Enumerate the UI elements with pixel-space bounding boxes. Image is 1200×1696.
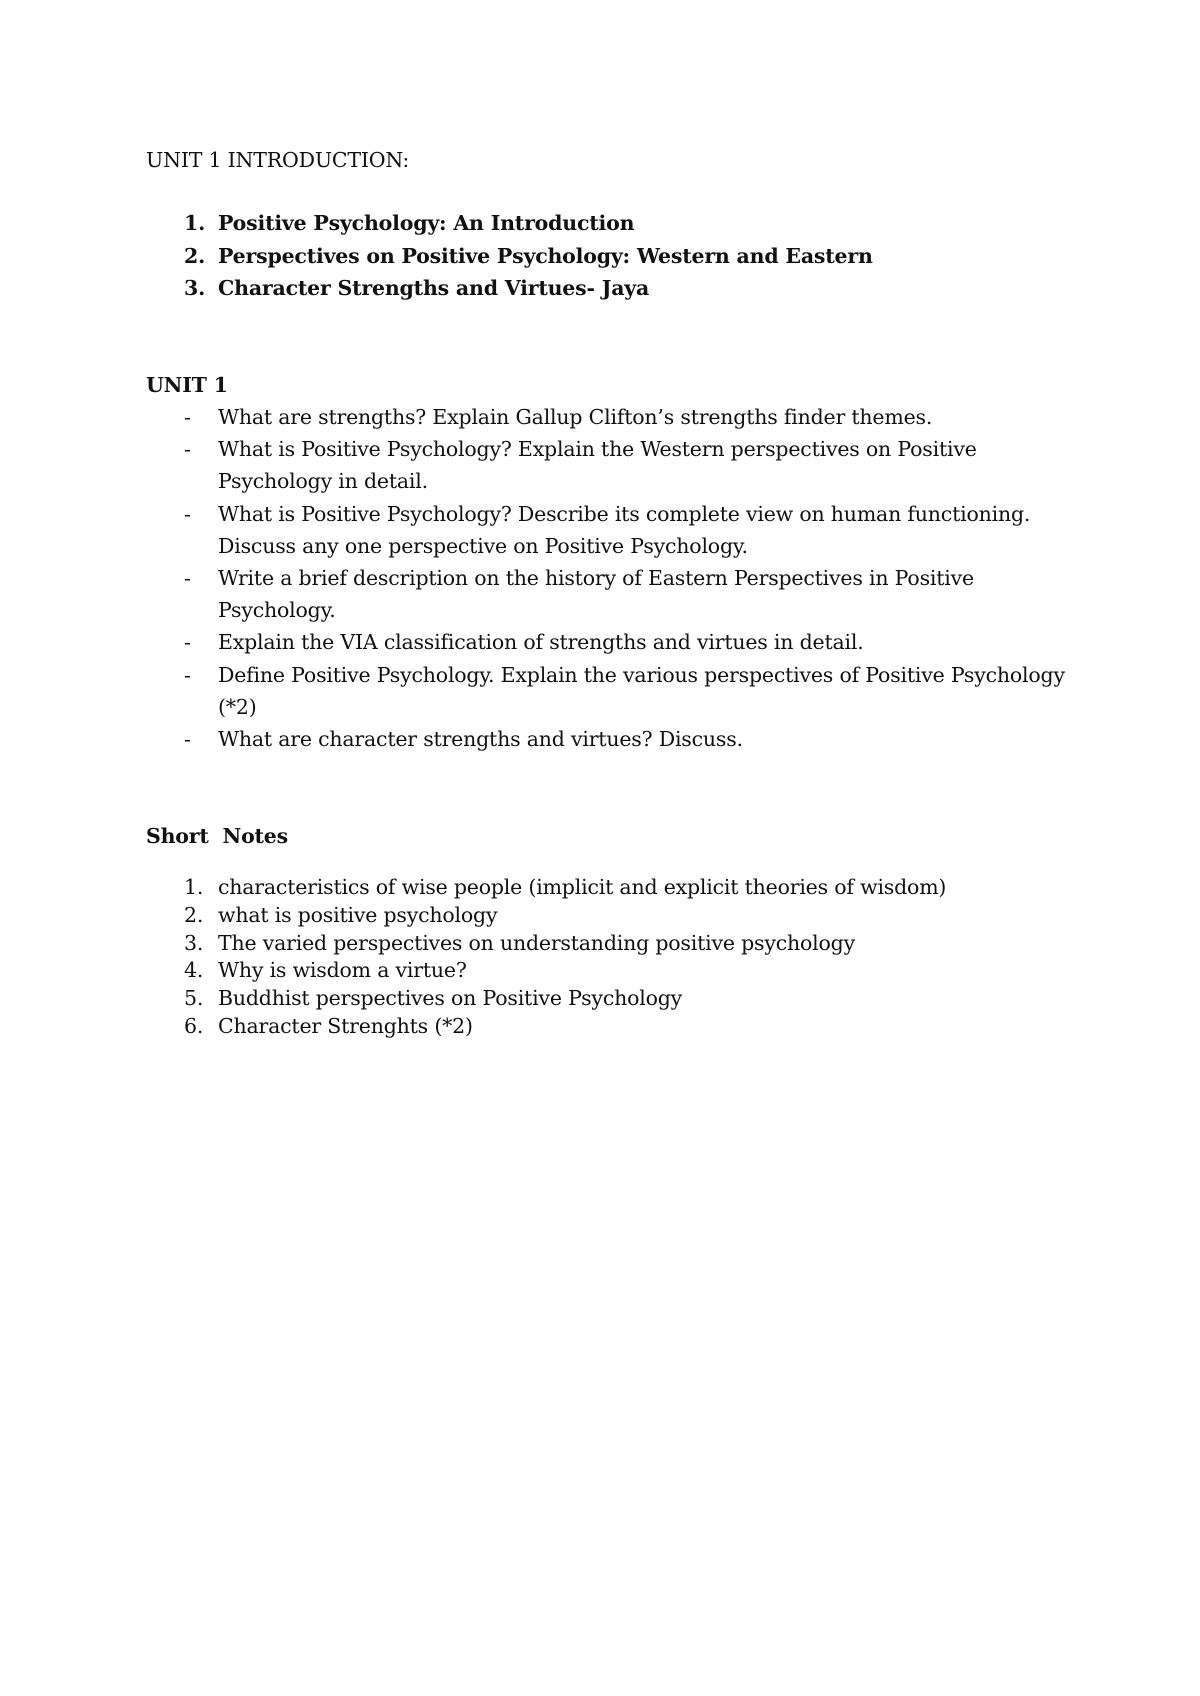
note-text: Character Strenghts (*2) [218, 1013, 473, 1038]
dash-bullet: - [184, 405, 191, 429]
dash-bullet: - [184, 662, 191, 687]
list-item [146, 272, 1076, 305]
note-text: what is positive psychology [218, 902, 498, 927]
list-item [146, 433, 1076, 497]
list-number: 2. [184, 243, 206, 268]
topics-list [146, 207, 1076, 305]
list-number: 3. [184, 930, 204, 955]
list-item [146, 1013, 1076, 1041]
question-line: What are strengths? Explain Gallup Clifton’s strengths finder themes. [218, 405, 933, 429]
note-text: Why is wisdom a virtue? [218, 958, 467, 983]
short-notes-list [146, 874, 1076, 1041]
list-item [146, 498, 1076, 562]
question-text [218, 401, 1076, 433]
dash-bullet: - [184, 727, 191, 752]
topic-text: Character Strengths and Virtues- Jaya [218, 276, 650, 300]
question-line: Explain the VIA classification of strengths and virtues in detail. [218, 630, 864, 655]
list-number: 1. [184, 875, 204, 899]
list-number: 3. [184, 276, 206, 300]
list-item [146, 985, 1076, 1013]
questions-section [146, 369, 1076, 755]
question-line: Discuss any one perspective on Positive Psychology. [218, 533, 748, 558]
list-item [146, 207, 1076, 240]
unit-intro-heading: UNIT 1 INTRODUCTION: [146, 148, 410, 172]
list-item [146, 874, 1076, 902]
note-text: characteristics of wise people (implicit and explicit theories of wisdom) [218, 875, 947, 899]
list-number: 1. [184, 211, 206, 235]
short-notes-heading: Short Notes [146, 824, 288, 848]
list-item [146, 723, 1076, 755]
list-number: 2. [184, 902, 204, 927]
topic-text: Perspectives on Positive Psychology: Western and Eastern [218, 243, 873, 268]
question-line: Psychology in detail. [218, 469, 428, 494]
list-item [146, 401, 1076, 433]
question-line: Write a brief description on the history of Eastern Perspectives in Positive [218, 566, 974, 591]
list-item [146, 240, 1076, 273]
dash-bullet: - [184, 437, 191, 462]
list-item [146, 626, 1076, 658]
list-item [146, 957, 1076, 985]
list-item [146, 562, 1076, 626]
list-number: 4. [184, 958, 204, 983]
question-line: What is Positive Psychology? Explain the Western perspectives on Positive [218, 437, 977, 462]
note-text: Buddhist perspectives on Positive Psychology [218, 986, 683, 1011]
topics-section [146, 207, 1076, 305]
question-line: Psychology. [218, 598, 336, 623]
question-line: (*2) [218, 694, 257, 719]
question-line: What are character strengths and virtues? Discuss. [218, 727, 743, 752]
dash-bullet: - [184, 566, 191, 591]
unit-intro-section [146, 144, 1076, 176]
topic-text: Positive Psychology: An Introduction [218, 211, 635, 235]
question-text [218, 433, 1076, 497]
list-item [146, 902, 1076, 930]
questions-list [146, 401, 1076, 755]
question-text [218, 562, 1076, 626]
questions-heading: UNIT 1 [146, 373, 228, 397]
question-text [218, 659, 1076, 723]
dash-bullet: - [184, 630, 191, 655]
question-text [218, 498, 1076, 562]
list-item [146, 930, 1076, 958]
question-line: Define Positive Psychology. Explain the various perspectives of Positive Psychology [218, 662, 1065, 687]
dash-bullet: - [184, 501, 191, 526]
question-text [218, 626, 1076, 658]
question-text [218, 723, 1076, 755]
question-line: What is Positive Psychology? Describe its complete view on human functioning. [218, 501, 1031, 526]
list-item [146, 659, 1076, 723]
list-number: 5. [184, 986, 204, 1011]
short-notes-section [146, 820, 1076, 1041]
note-text: The varied perspectives on understanding positive psychology [218, 930, 855, 955]
list-number: 6. [184, 1013, 204, 1038]
